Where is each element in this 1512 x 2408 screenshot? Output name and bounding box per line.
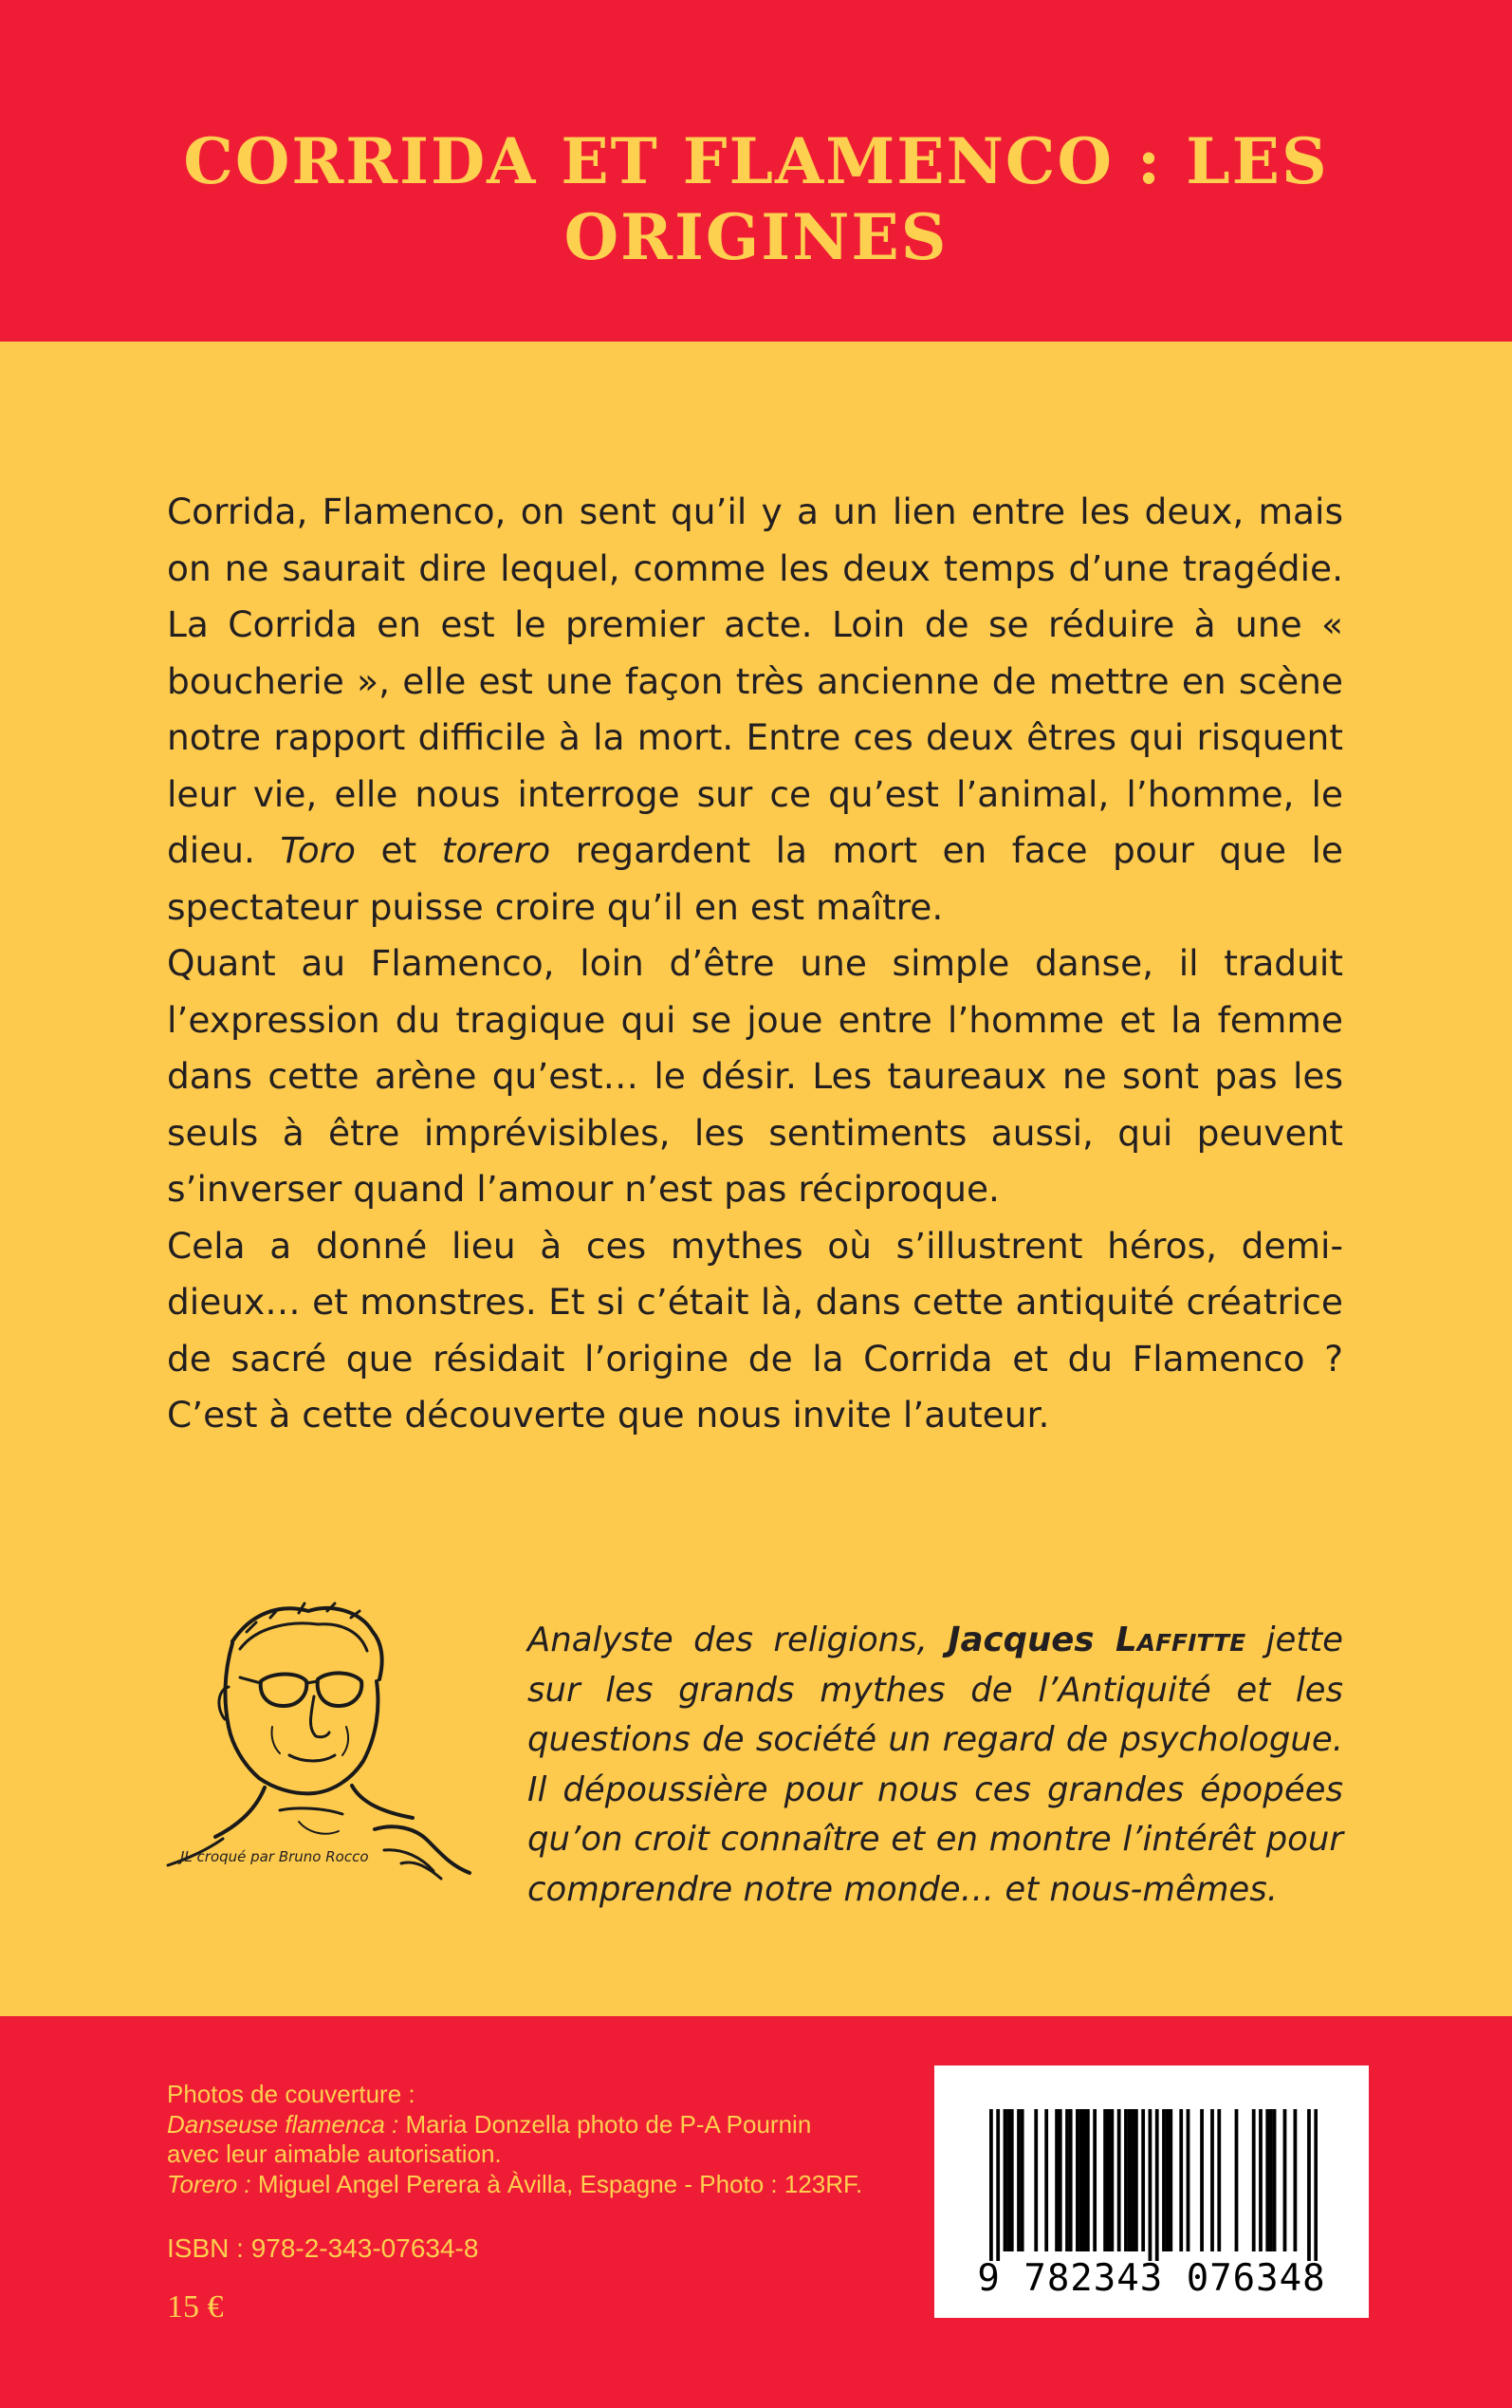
barcode-bar [1069,2109,1073,2251]
barcode-bar [1010,2109,1014,2251]
barcode-bar [996,2109,1000,2261]
barcode-bar [1086,2109,1090,2251]
barcode-bar [1187,2109,1190,2251]
barcode-bar [1004,2109,1007,2251]
barcode-bar [1179,2109,1183,2251]
barcode-bar [1273,2109,1277,2251]
barcode-bar [1082,2109,1086,2251]
barcode-bar [1055,2109,1059,2251]
barcode-bar [1124,2109,1128,2251]
barcode-bar [1217,2109,1221,2251]
barcode-bar [1065,2109,1069,2251]
blurb-text [167,484,1343,1444]
header-band [0,0,1512,342]
isbn-text: ISBN : 978-2-343-07634-8 [167,2233,479,2263]
barcode-bar [1265,2109,1269,2251]
barcode-bar [1076,2109,1079,2251]
barcode-bar [1093,2109,1097,2251]
barcode-bar [1006,2109,1010,2251]
barcode-bars [989,2109,1318,2261]
barcode-bar [1314,2109,1318,2261]
sketch-caption: JL croqué par Bruno Rocco [180,1848,369,1865]
barcode-bar [1210,2109,1214,2251]
barcode-bar [1134,2109,1138,2251]
barcode-bar [1079,2109,1083,2251]
blurb-paragraph-2: Quant au Flamenco, loin d’être une simple danse, il traduit l’expression du tragique qui se joue entre l’homme et la femme dans cette arène qu’est… le désir. Les taureaux ne sont pas les seuls à être imprévisibles, les sentiments aussi, qui peuvent s’inverser quand l’amour n’est pas réciproque. [167,942,1343,1210]
blurb-toro-italic: Toro [280,829,356,871]
barcode-bar [1162,2109,1166,2251]
barcode-bar [1059,2109,1062,2251]
credits-line-torero: Torero : Miguel Angel Perera à Àvilla, Espagne - Photo : 123RF. [167,2169,863,2198]
blurb-paragraph-3: Cela a donné lieu à ces mythes où s’illustrent héros, demi-dieux… et monstres. Et si c’était là, dans cette antiquité créatrice de sacré que résidait l’origine de la Corrida et du Flamenco ? C’est à cette découverte que nous invite l’auteur. [167,1224,1343,1436]
barcode-bar [1117,2109,1121,2251]
blurb-torero-italic: torero [441,829,551,871]
credits-heading: Photos de couverture : [167,2080,415,2108]
barcode-bar [1110,2109,1114,2251]
barcode-bar [1307,2109,1311,2261]
barcode-bar [1128,2109,1132,2251]
barcode-bar [1131,2109,1134,2251]
barcode-bar [1155,2109,1159,2261]
blurb-paragraph-1: Corrida, Flamenco, on sent qu’il y a un lien entre les deux, mais on ne saurait dire lequel, comme les deux temps d’une tragédie. La Corrida en est le premier acte. Loin de se réduire à une « boucherie », elle est une façon très ancienne de mettre en scène notre rapport difficile à la mort. Entre ces deux êtres qui risquent leur vie, elle nous interroge sur ce qu’est l’animal, l’homme, le dieu. Toro et torero regardent la mort en face pour que le spectateur puisse croire qu’il en est maître. [167,491,1343,928]
barcode-bar [1166,2109,1170,2251]
photo-credits [167,2080,907,2199]
barcode-bar [1283,2109,1287,2251]
author-bio: Analyste des religions, Jacques Laffitte jette sur les grands mythes de l’Antiquité et les questions de société un regard de psychologue. Il dépoussière pour nous ces grandes épopées qu’on croit connaître et en montre l’intérêt pour comprendre notre monde… et nous-mêmes. [527,1621,1343,1909]
barcode-bar [1169,2109,1172,2251]
barcode-bar [1034,2109,1038,2251]
author-sketch-image [166,1575,479,1888]
barcode-bar [1252,2109,1256,2251]
author-last-name: Laffitte [1116,1621,1246,1659]
barcode-digits: 9 782343 076348 [977,2257,1326,2300]
barcode-bar [1021,2109,1024,2251]
barcode-bar [1294,2109,1298,2251]
price-text: 15 € [167,2289,224,2325]
barcode-bar [1103,2109,1107,2251]
barcode-bar [1044,2109,1048,2251]
credits-line-dancer: Danseuse flamenca : Maria Donzella photo de P-A Pournin [167,2109,812,2139]
author-first-name: Jacques [948,1621,1116,1659]
barcode-bar [989,2109,993,2261]
barcode-bar [1269,2109,1273,2251]
book-title: CORRIDA ET FLAMENCO : LES ORIGINES [183,124,1329,274]
barcode-bar [1259,2109,1263,2251]
barcode-bar [1017,2109,1021,2251]
barcode-bar [1141,2109,1145,2251]
barcode-bar [1200,2109,1204,2251]
barcode-bar [1107,2109,1111,2251]
barcode-bar [1149,2109,1152,2261]
barcode-bar [1235,2109,1239,2251]
credits-line-permission: avec leur aimable autorisation. [167,2139,502,2168]
barcode-label [934,2065,1369,2318]
